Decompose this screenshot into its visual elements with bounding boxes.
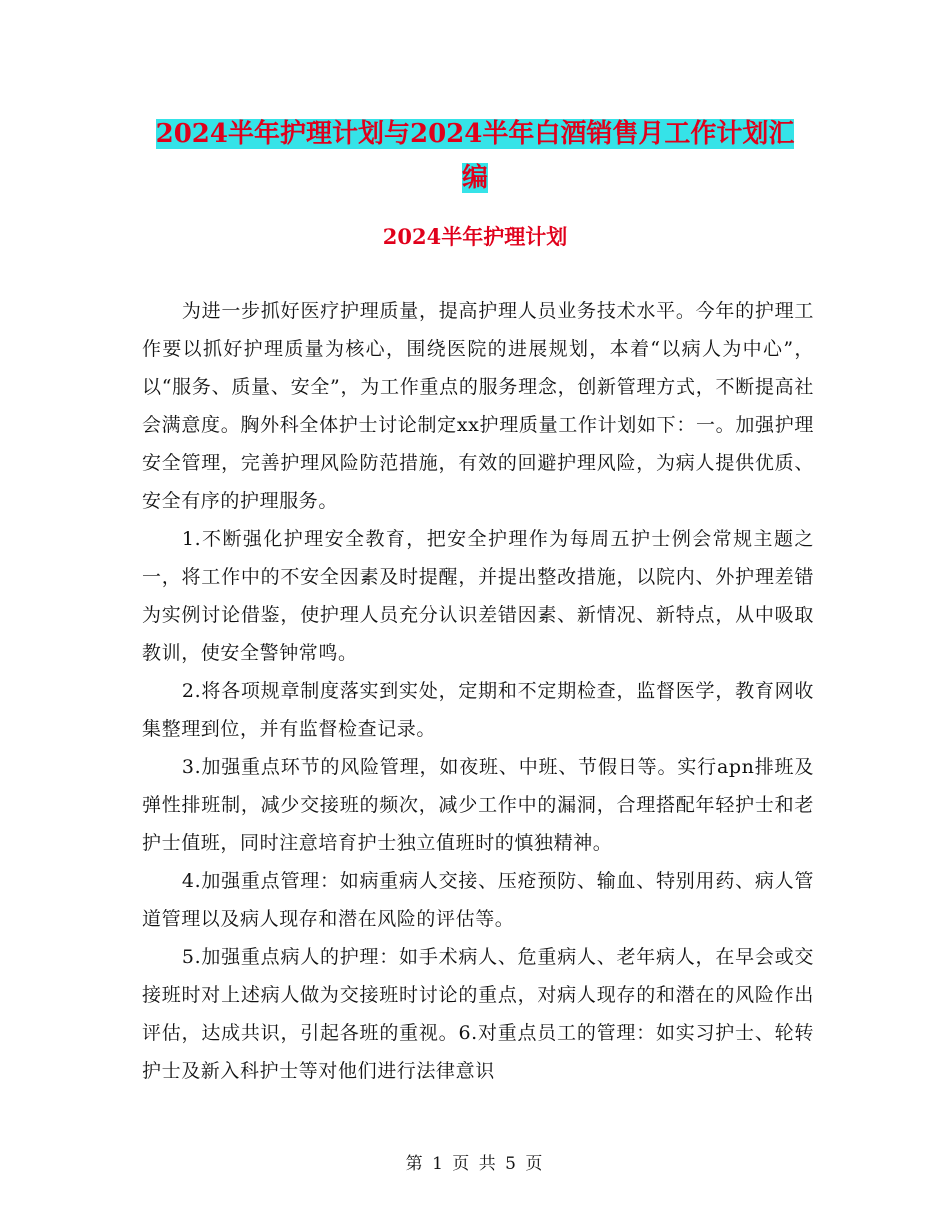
body-paragraph: 5.加强重点病人的护理：如手术病人、危重病人、老年病人，在早会或交接班时对上述病人做为交接班时讨论的重点，对病人现存的和潜在的风险作出评估，达成共识，引起各班的重视。6.对重点员工的管理：如实习护士、轮转护士及新入科护士等对他们进行法律意识 (142, 946, 814, 1082)
title-line-1: 2024半年护理计划与2024半年白酒销售月工作计划汇 (155, 119, 795, 149)
body-paragraph: 4.加强重点管理：如病重病人交接、压疮预防、输血、特别用药、病人管道管理以及病人现存和潜在风险的评估等。 (142, 870, 814, 930)
body-paragraph: 为进一步抓好医疗护理质量，提高护理人员业务技术水平。今年的护理工作要以抓好护理质量为核心，围绕医院的进展规划，本着“以病人为中心”，以“服务、质量、安全”，为工作重点的服务理念，创新管理方式，不断提高社会满意度。胸外科全体护士讨论制定xx护理质量工作计划如下：一。加强护理安全管理，完善护理风险防范措施，有效的回避护理风险，为病人提供优质、安全有序的护理服务。 (142, 300, 814, 512)
document-title-text (156, 119, 795, 193)
section-heading: 2024半年护理计划 (382, 224, 568, 249)
document-body (142, 292, 814, 1090)
body-paragraph: 1.不断强化护理安全教育，把安全护理作为每周五护士例会常规主题之一，将工作中的不安全因素及时提醒，并提出整改措施，以院内、外护理差错为实例讨论借鉴，使护理人员充分认识差错因素、新情况、新特点，从中吸取教训，使安全警钟常鸣。 (142, 528, 814, 664)
body-paragraph: 2.将各项规章制度落实到实处，定期和不定期检查，监督医学，教育网收集整理到位，并有监督检查记录。 (142, 680, 814, 740)
page-footer: 第 1 页 共 5 页 (405, 1154, 545, 1174)
body-paragraph: 3.加强重点环节的风险管理，如夜班、中班、节假日等。实行apn排班及弹性排班制，减少交接班的频次，减少工作中的漏洞，合理搭配年轻护士和老护士值班，同时注意培育护士独立值班时的慎独精神。 (142, 756, 814, 854)
title-line-2: 编 (461, 163, 488, 193)
document-title (0, 112, 950, 200)
